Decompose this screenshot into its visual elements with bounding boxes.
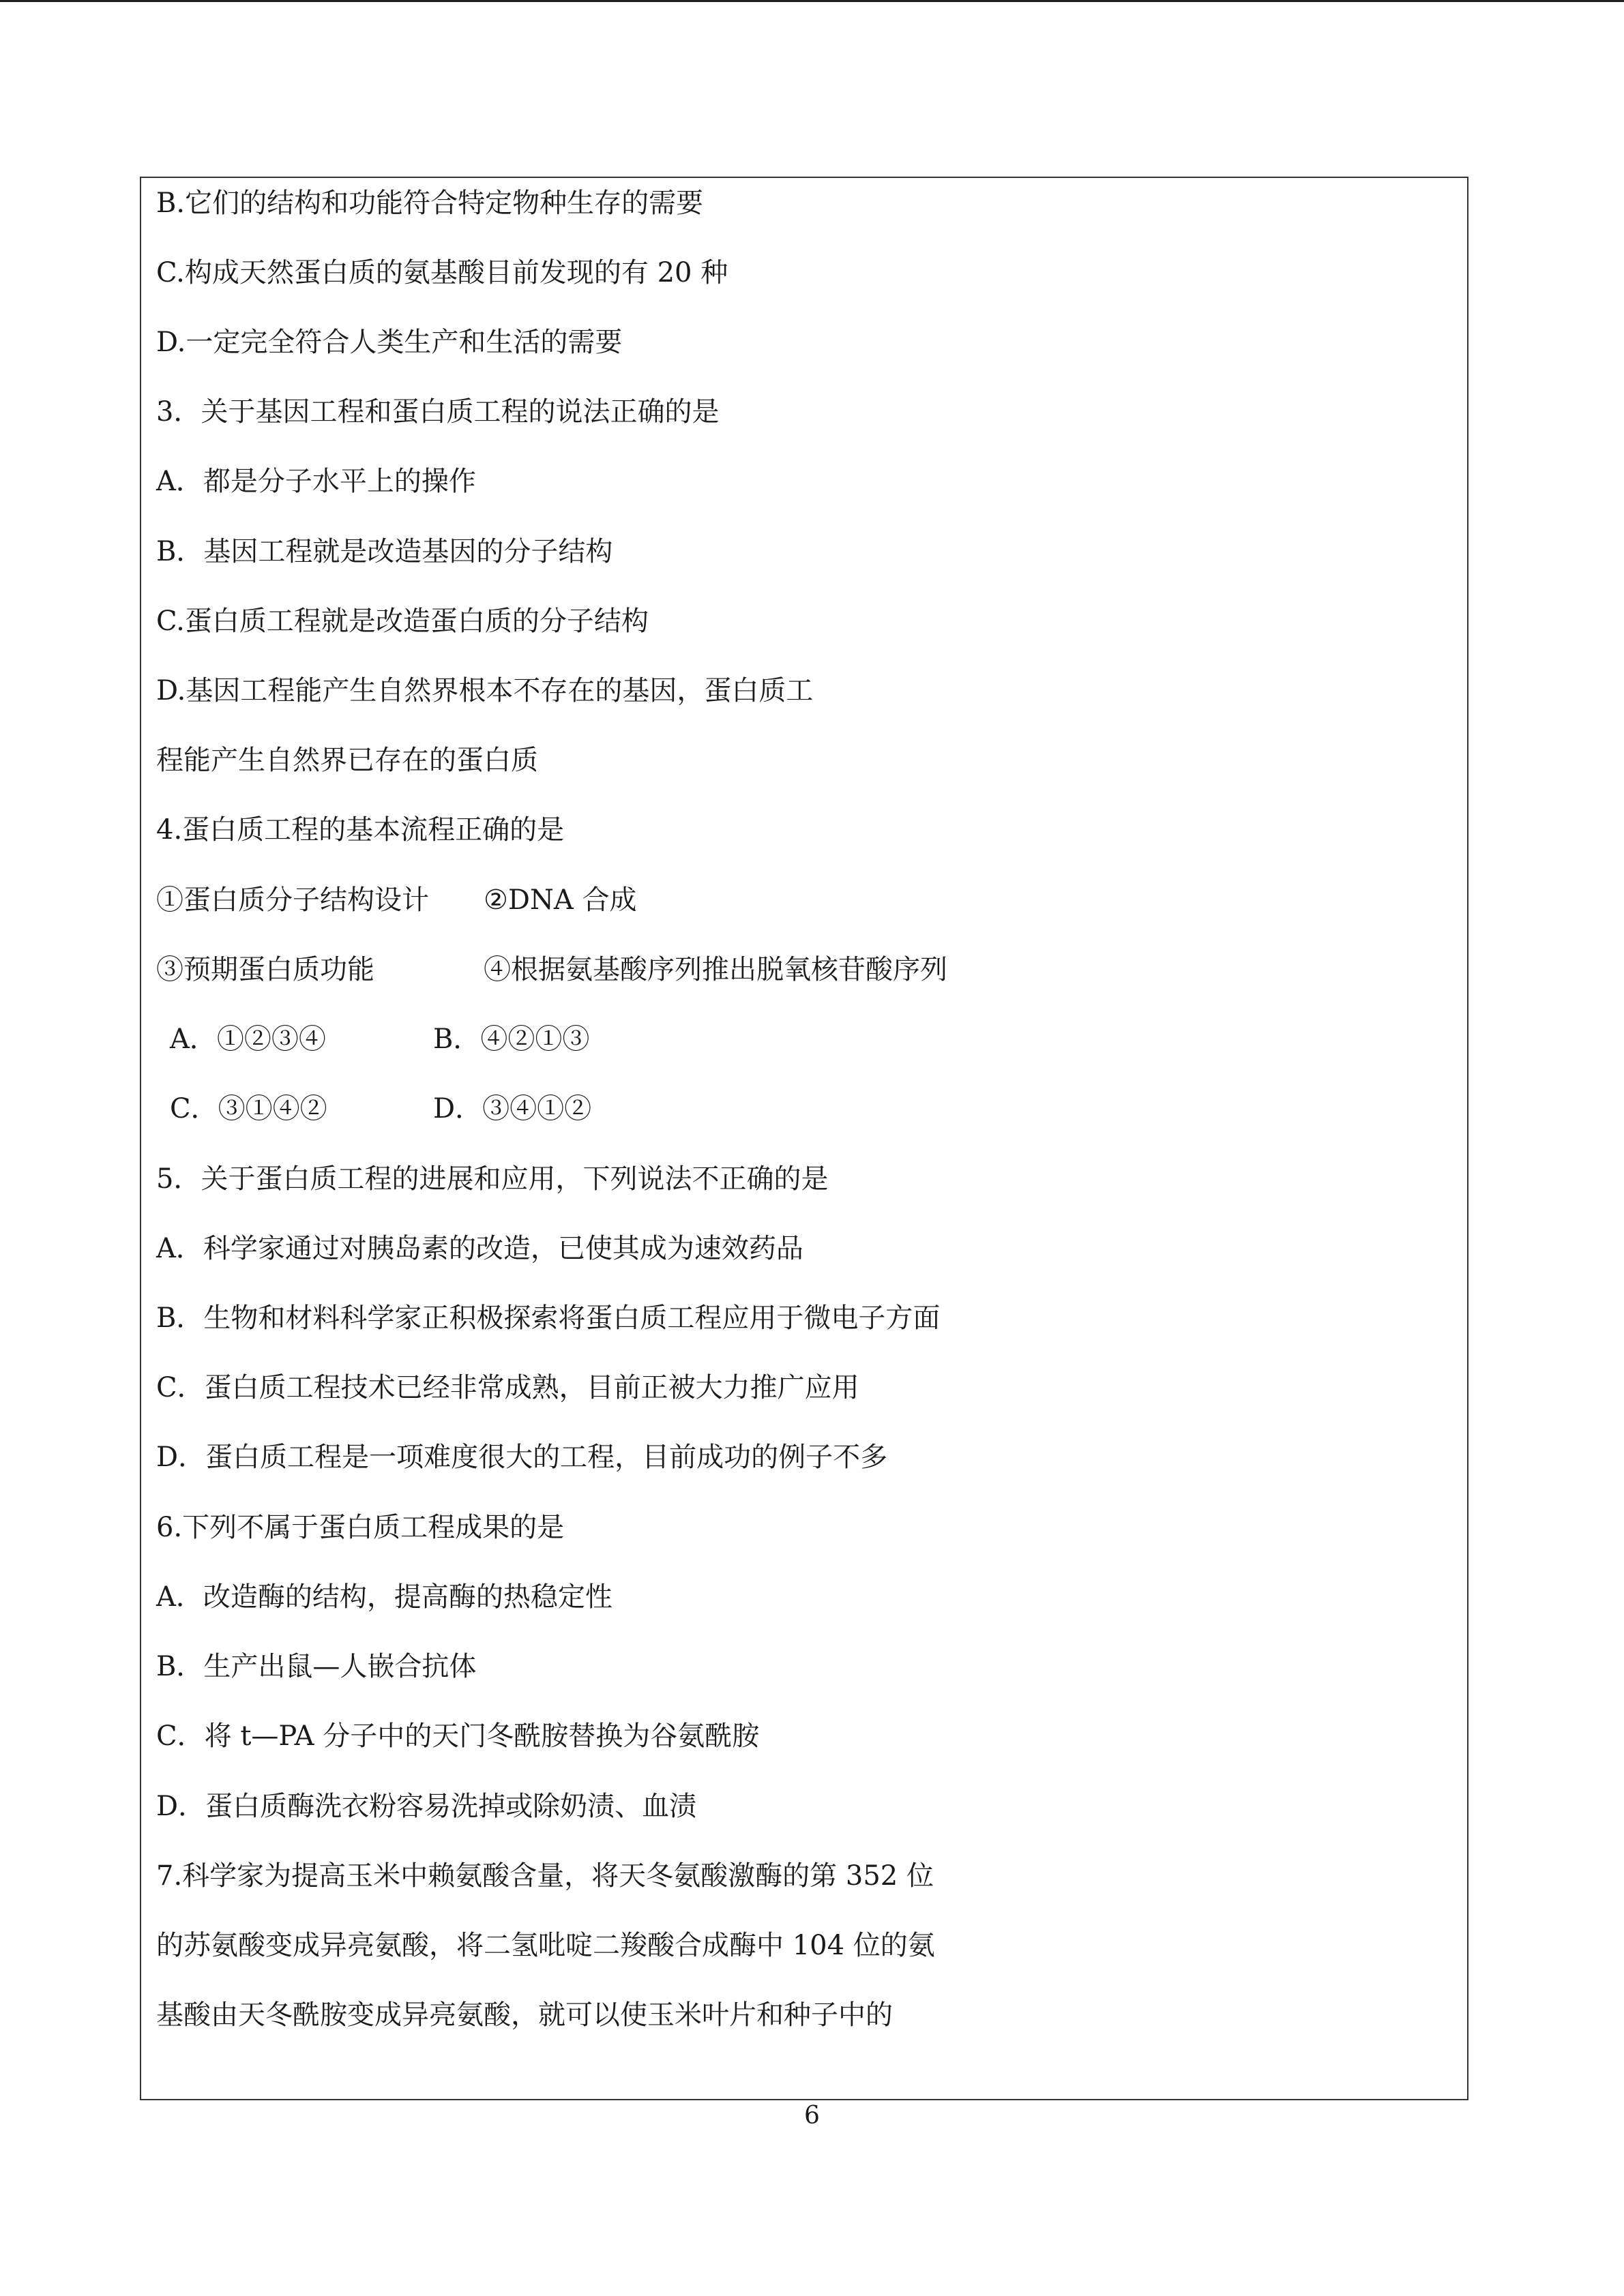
text-line: C.蛋白质工程就是改造蛋白质的分子结构 (156, 606, 649, 637)
text-line: C.构成天然蛋白质的氨基酸目前发现的有 20 种 (156, 257, 728, 288)
text-line: B．生物和材料科学家正积极探索将蛋白质工程应用于微电子方面 (156, 1302, 941, 1334)
q4-option-d: D．③④①② (433, 1093, 592, 1124)
q4-option-a: A．①②③④ (170, 1024, 326, 1055)
text-line: B．生产出鼠—人嵌合抗体 (156, 1651, 477, 1682)
text-line: A．改造酶的结构，提高酶的热稳定性 (156, 1581, 612, 1613)
question-3: 3．关于基因工程和蛋白质工程的说法正确的是 (156, 396, 720, 428)
text-line: B.它们的结构和功能符合特定物种生存的需要 (156, 188, 704, 219)
top-border-line (0, 0, 1624, 2)
page-number: 6 (804, 2102, 820, 2130)
text-line: D.基因工程能产生自然界根本不存在的基因，蛋白质工 (156, 675, 814, 706)
text-line: D.一定完全符合人类生产和生活的需要 (156, 327, 623, 358)
content-frame (140, 177, 1468, 2100)
text-line: 的苏氨酸变成异亮氨酸，将二氢吡啶二羧酸合成酶中 104 位的氨 (156, 1930, 935, 1961)
q4-step-1: ①蛋白质分子结构设计 (156, 884, 429, 916)
q4-step-2: ②DNA 合成 (484, 884, 637, 916)
q4-step-4: ④根据氨基酸序列推出脱氧核苷酸序列 (484, 954, 947, 985)
question-7: 7.科学家为提高玉米中赖氨酸含量，将天冬氨酸激酶的第 352 位 (156, 1860, 934, 1892)
question-5: 5．关于蛋白质工程的进展和应用，下列说法不正确的是 (156, 1163, 829, 1195)
q4-option-c: C．③①④② (170, 1093, 327, 1124)
text-line: C．蛋白质工程技术已经非常成熟，目前正被大力推广应用 (156, 1372, 859, 1403)
question-6: 6.下列不属于蛋白质工程成果的是 (156, 1512, 565, 1543)
question-4: 4.蛋白质工程的基本流程正确的是 (156, 814, 565, 846)
text-line: B．基因工程就是改造基因的分子结构 (156, 536, 613, 567)
text-line: A．都是分子水平上的操作 (156, 466, 476, 497)
text-line: 程能产生自然界已存在的蛋白质 (156, 745, 538, 776)
q4-option-b: B．④②①③ (433, 1024, 590, 1055)
text-line: C．将 t—PA 分子中的天门冬酰胺替换为谷氨酰胺 (156, 1720, 760, 1752)
text-line: A．科学家通过对胰岛素的改造，已使其成为速效药品 (156, 1233, 803, 1264)
text-line: D．蛋白质工程是一项难度很大的工程，目前成功的例子不多 (156, 1442, 888, 1473)
q4-step-3: ③预期蛋白质功能 (156, 954, 374, 985)
text-line: 基酸由天冬酰胺变成异亮氨酸，就可以使玉米叶片和种子中的 (156, 1999, 893, 2031)
text-line: D．蛋白质酶洗衣粉容易洗掉或除奶渍、血渍 (156, 1791, 697, 1822)
